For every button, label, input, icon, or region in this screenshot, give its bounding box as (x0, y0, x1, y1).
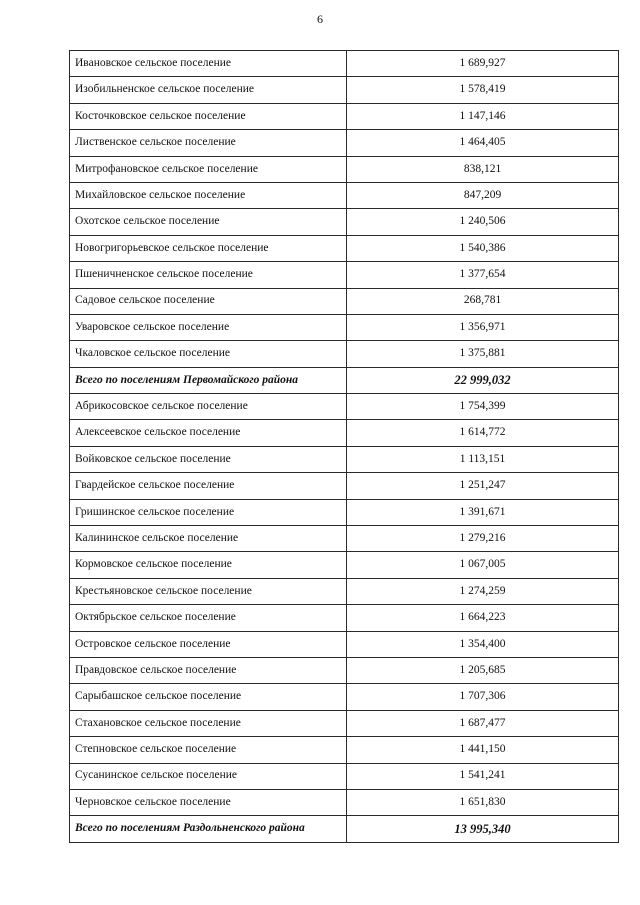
amount-cell: 1 067,005 (347, 552, 619, 578)
table-row (70, 314, 619, 340)
amount-cell: 1 441,150 (347, 737, 619, 763)
table-row (70, 103, 619, 129)
settlement-name-cell: Гвардейское сельское поселение (70, 473, 347, 499)
amount-cell: 13 995,340 (347, 816, 619, 842)
table-row (70, 156, 619, 182)
settlement-name-cell: Уваровское сельское поселение (70, 314, 347, 340)
amount-cell: 1 391,671 (347, 499, 619, 525)
table-row (70, 605, 619, 631)
table-row (70, 789, 619, 815)
table-row (70, 182, 619, 208)
settlement-name-cell: Черновское сельское поселение (70, 789, 347, 815)
amount-cell: 1 375,881 (347, 341, 619, 367)
amount-cell: 1 664,223 (347, 605, 619, 631)
settlement-name-cell: Садовое сельское поселение (70, 288, 347, 314)
settlement-name-cell: Калининское сельское поселение (70, 526, 347, 552)
settlement-name-cell: Охотское сельское поселение (70, 209, 347, 235)
amount-cell: 1 354,400 (347, 631, 619, 657)
amount-cell: 268,781 (347, 288, 619, 314)
settlement-name-cell: Правдовское сельское поселение (70, 657, 347, 683)
settlement-name-cell: Кормовское сельское поселение (70, 552, 347, 578)
settlement-name-cell: Гришинское сельское поселение (70, 499, 347, 525)
settlement-name-cell: Чкаловское сельское поселение (70, 341, 347, 367)
amount-cell: 1 754,399 (347, 394, 619, 420)
table-row (70, 394, 619, 420)
amount-cell: 1 651,830 (347, 789, 619, 815)
table-row (70, 684, 619, 710)
page-number: 6 (317, 12, 323, 26)
table-row (70, 51, 619, 77)
table-row (70, 235, 619, 261)
amount-cell: 1 578,419 (347, 77, 619, 103)
amount-cell: 1 614,772 (347, 420, 619, 446)
table-row (70, 341, 619, 367)
settlement-name-cell: Алексеевское сельское поселение (70, 420, 347, 446)
table-row (70, 499, 619, 525)
amount-cell: 1 240,506 (347, 209, 619, 235)
table-row (70, 763, 619, 789)
settlement-name-cell: Абрикосовское сельское поселение (70, 394, 347, 420)
amount-cell: 1 689,927 (347, 51, 619, 77)
settlement-name-cell: Войковское сельское поселение (70, 446, 347, 472)
table-row (70, 446, 619, 472)
settlement-name-cell: Степновское сельское поселение (70, 737, 347, 763)
settlement-name-cell: Пшеничненское сельское поселение (70, 262, 347, 288)
table-row (70, 578, 619, 604)
amount-cell: 1 687,477 (347, 710, 619, 736)
table-row (70, 737, 619, 763)
amount-cell: 1 251,247 (347, 473, 619, 499)
amount-cell: 1 356,971 (347, 314, 619, 340)
settlement-name-cell: Стахановское сельское поселение (70, 710, 347, 736)
settlement-name-cell: Октябрьское сельское поселение (70, 605, 347, 631)
settlement-name-cell: Митрофановское сельское поселение (70, 156, 347, 182)
settlement-name-cell: Новогригорьевское сельское поселение (70, 235, 347, 261)
amount-cell: 1 274,259 (347, 578, 619, 604)
table-row (70, 631, 619, 657)
settlement-name-cell: Всего по поселениям Первомайского района (70, 367, 347, 393)
table-row (70, 420, 619, 446)
table-row (70, 552, 619, 578)
table-row (70, 130, 619, 156)
settlements-table (69, 50, 619, 843)
table-row (70, 77, 619, 103)
settlement-name-cell: Всего по поселениям Раздольненского района (70, 816, 347, 842)
settlement-name-cell: Изобильненское сельское поселение (70, 77, 347, 103)
table-row (70, 473, 619, 499)
amount-cell: 1 707,306 (347, 684, 619, 710)
amount-cell: 1 464,405 (347, 130, 619, 156)
settlement-name-cell: Островское сельское поселение (70, 631, 347, 657)
table-row (70, 710, 619, 736)
settlement-name-cell: Косточковское сельское поселение (70, 103, 347, 129)
settlement-name-cell: Сарыбашское сельское поселение (70, 684, 347, 710)
settlement-name-cell: Михайловское сельское поселение (70, 182, 347, 208)
amount-cell: 1 540,386 (347, 235, 619, 261)
table-row (70, 209, 619, 235)
settlement-name-cell: Ивановское сельское поселение (70, 51, 347, 77)
settlement-name-cell: Крестьяновское сельское поселение (70, 578, 347, 604)
table-row (70, 262, 619, 288)
amount-cell: 1 205,685 (347, 657, 619, 683)
amount-cell: 1 113,151 (347, 446, 619, 472)
table-body (70, 51, 619, 843)
table-row (70, 526, 619, 552)
total-row (70, 367, 619, 393)
amount-cell: 1 377,654 (347, 262, 619, 288)
table-row (70, 288, 619, 314)
settlement-name-cell: Сусанинское сельское поселение (70, 763, 347, 789)
total-row (70, 816, 619, 842)
amount-cell: 1 279,216 (347, 526, 619, 552)
amount-cell: 22 999,032 (347, 367, 619, 393)
amount-cell: 1 541,241 (347, 763, 619, 789)
settlement-name-cell: Лиственское сельское поселение (70, 130, 347, 156)
amount-cell: 838,121 (347, 156, 619, 182)
amount-cell: 847,209 (347, 182, 619, 208)
amount-cell: 1 147,146 (347, 103, 619, 129)
table-row (70, 657, 619, 683)
